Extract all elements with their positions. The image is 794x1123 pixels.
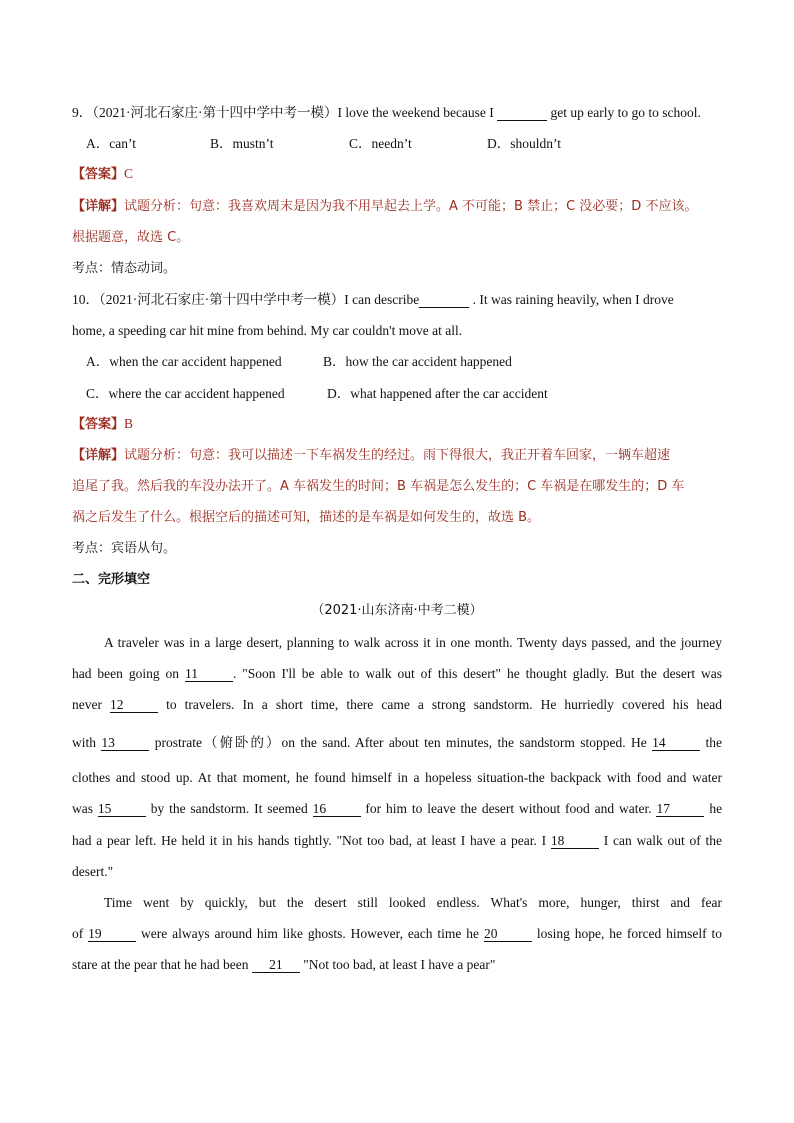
q9-answer-tag: 【答案】 — [72, 167, 125, 182]
q9-kaodian: 考点：情态动词。 — [72, 261, 177, 276]
passage-line-8: desert." — [72, 864, 114, 879]
blank-19: 19 — [88, 926, 136, 942]
q9-option-a: A．can’t — [86, 136, 136, 151]
blank-21: 21 — [252, 957, 300, 973]
passage-text: . "Soon I'll be able to walk out of this desert" he thought gladly. But the desert was — [232, 666, 722, 681]
q9-detail-line-1 — [72, 198, 722, 216]
passage-text: of — [72, 926, 84, 941]
passage-line-6 — [72, 800, 722, 818]
q10-answer-tag: 【答案】 — [72, 417, 125, 432]
passage-text: had a pear left. He held it in his hands tightly. "Not too bad, at least I have a pear. I — [72, 833, 547, 848]
q10-blank — [419, 292, 469, 308]
passage-text: by the sandstorm. It seemed — [150, 801, 308, 816]
q10-option-a: A．when the car accident happened — [86, 354, 282, 369]
passage-line-9 — [72, 894, 722, 912]
blank-17: 17 — [656, 801, 704, 817]
q10-detail-line-1 — [72, 447, 722, 465]
blank-12: 12 — [110, 697, 158, 713]
blank-18: 18 — [551, 833, 599, 849]
q9-detail-line-2: 根据题意，故选 C。 — [72, 230, 190, 245]
q9-stem-tail: get up early to go to school. — [550, 105, 701, 120]
section-title: 二、完形填空 — [72, 572, 151, 587]
passage-line-2 — [72, 665, 722, 683]
q10-detail-tag: 【详解】 — [72, 448, 125, 463]
q9-detail-text-1: 试题分析：句意：我喜欢周末是因为我不用早起去上学。A 不可能；B 禁止；C 没必要；D 不应该。 — [124, 199, 698, 214]
q10-option-d: D．what happened after the car accident — [327, 386, 548, 401]
blank-15: 15 — [98, 801, 146, 817]
blank-20: 20 — [484, 926, 532, 942]
q9-blank — [497, 105, 547, 121]
q9-stem-text: 9．（2021·河北石家庄·第十四中学中考一模）I love the weekend because I — [72, 105, 494, 120]
passage-line-5 — [72, 769, 722, 787]
blank-13: 13 — [101, 735, 149, 751]
passage-line-4 — [72, 734, 722, 752]
blank-16: 16 — [313, 801, 361, 817]
blank-14: 14 — [652, 735, 700, 751]
q10-detail-line-2: 追尾了我。然后我的车没办法开了。A 车祸发生的时间；B 车祸是怎么发生的；C 车祸是在哪发生的；D 车 — [72, 479, 685, 494]
blank-11: 11 — [185, 666, 233, 682]
passage-text: for him to leave the desert without food and water. — [365, 801, 652, 816]
q10-detail-text-1: 试题分析：句意：我可以描述一下车祸发生的经过。雨下得很大，我正开着车回家，一辆车超速 — [124, 448, 671, 463]
passage-line-11 — [72, 956, 722, 974]
q9-option-d: D．shouldn’t — [487, 136, 562, 151]
q10-option-c: C．where the car accident happened — [86, 386, 285, 401]
passage-text: he — [709, 801, 723, 816]
passage-text: losing hope, he forced himself to — [536, 926, 723, 941]
passage-line-3 — [72, 696, 722, 714]
passage-text: to travelers. In a short time, there came a strong sandstorm. He hurriedly covered his head — [166, 697, 722, 712]
q10-stem-tail: . It was raining heavily, when I drove — [472, 292, 674, 307]
q9-option-b: B．mustn’t — [210, 136, 274, 151]
passage-line-7 — [72, 832, 722, 850]
passage-text: never — [72, 697, 102, 712]
passage-text: clothes and stood up. At that moment, he found himself in a hopeless situation-the backpack with food and water — [72, 770, 722, 785]
passage-text: stare at the pear that he had been — [72, 957, 249, 972]
q9-answer — [72, 165, 722, 184]
q10-detail-line-3: 祸之后发生了什么。根据空后的描述可知，描述的是车祸是如何发生的，故选 B。 — [72, 510, 541, 525]
q10-option-b: B．how the car accident happened — [323, 354, 512, 369]
q10-stem — [72, 291, 722, 309]
q9-detail-tag: 【详解】 — [72, 199, 125, 214]
passage-text: with — [72, 735, 97, 750]
passage-text: "Not too bad, at least I have a pear" — [303, 957, 496, 972]
q10-kaodian: 考点：宾语从句。 — [72, 541, 177, 556]
passage-source: （2021·山东济南·中考二模） — [311, 603, 483, 618]
q9-stem — [72, 104, 722, 122]
passage-text: I can walk out of the — [603, 833, 723, 848]
q9-option-c: C．needn’t — [349, 136, 412, 151]
q10-stem-line-2: home, a speeding car hit mine from behind. My car couldn't move at all. — [72, 323, 463, 338]
passage-text: had been going on — [72, 666, 180, 681]
passage-text: Time went by quickly, but the desert still looked endless. What's more, hunger, thirst and fear — [104, 895, 722, 910]
passage-text: A traveler was in a large desert, planning to walk across it in one month. Twenty days passed, and the journey — [104, 635, 722, 650]
passage-text: the — [705, 735, 723, 750]
passage-line-10 — [72, 925, 722, 943]
passage-text: prostrate（俯卧的）on the sand. After about ten minutes, the sandstorm stopped. He — [154, 735, 647, 750]
q10-answer-value: B — [124, 416, 134, 431]
q9-answer-value: C — [124, 166, 134, 181]
q10-answer — [72, 415, 722, 434]
passage-text: was — [72, 801, 93, 816]
q10-stem-text: 10．（2021·河北石家庄·第十四中学中考一模）I can describe — [72, 292, 420, 307]
passage-line-1 — [72, 634, 722, 652]
passage-text: were always around him like ghosts. However, each time he — [141, 926, 480, 941]
